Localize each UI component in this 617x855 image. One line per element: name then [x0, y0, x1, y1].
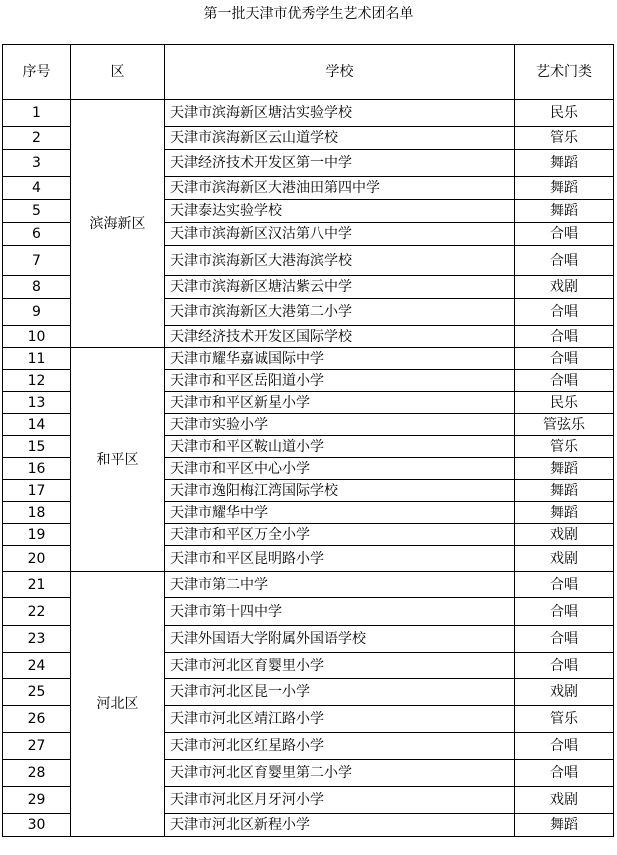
school-name: 天津市滨海新区汉沽第八中学 [165, 223, 515, 246]
row-index: 29 [3, 787, 71, 814]
row-index: 2 [3, 127, 71, 150]
school-name: 天津市滨海新区大港油田第四中学 [165, 177, 515, 200]
header-school: 学校 [165, 45, 515, 100]
school-name: 天津市河北区月牙河小学 [165, 787, 515, 814]
row-index: 11 [3, 348, 71, 370]
school-name: 天津经济技术开发区第一中学 [165, 150, 515, 177]
art-category: 管乐 [515, 436, 614, 458]
row-index: 27 [3, 733, 71, 760]
school-name: 天津市和平区昆明路小学 [165, 546, 515, 572]
row-index: 3 [3, 150, 71, 177]
row-index: 16 [3, 458, 71, 480]
school-name: 天津市滨海新区塘沽实验学校 [165, 100, 515, 127]
row-index: 8 [3, 276, 71, 299]
school-name: 天津市河北区靖江路小学 [165, 706, 515, 733]
art-category: 合唱 [515, 760, 614, 787]
header-district: 区 [71, 45, 165, 100]
art-category: 合唱 [515, 572, 614, 598]
school-name: 天津市和平区鞍山道小学 [165, 436, 515, 458]
row-index: 7 [3, 246, 71, 276]
header-row [3, 45, 614, 100]
district-cell: 和平区 [71, 348, 165, 572]
school-name: 天津市和平区岳阳道小学 [165, 370, 515, 392]
row-index: 24 [3, 653, 71, 679]
table-row [3, 572, 614, 598]
row-index: 25 [3, 679, 71, 706]
row-index: 10 [3, 326, 71, 348]
row-index: 5 [3, 200, 71, 223]
art-category: 舞蹈 [515, 502, 614, 524]
school-name: 天津市实验小学 [165, 414, 515, 436]
art-category: 舞蹈 [515, 177, 614, 200]
row-index: 14 [3, 414, 71, 436]
school-name: 天津市耀华嘉诚国际中学 [165, 348, 515, 370]
art-category: 合唱 [515, 733, 614, 760]
art-category: 合唱 [515, 626, 614, 653]
art-category: 戏剧 [515, 679, 614, 706]
school-name: 天津泰达实验学校 [165, 200, 515, 223]
art-category: 合唱 [515, 223, 614, 246]
row-index: 18 [3, 502, 71, 524]
school-name: 天津市河北区昆一小学 [165, 679, 515, 706]
school-name: 天津市耀华中学 [165, 502, 515, 524]
art-category: 戏剧 [515, 276, 614, 299]
art-category: 舞蹈 [515, 200, 614, 223]
row-index: 28 [3, 760, 71, 787]
art-category: 戏剧 [515, 787, 614, 814]
school-name: 天津市逸阳梅江湾国际学校 [165, 480, 515, 502]
art-category: 管乐 [515, 706, 614, 733]
district-cell: 滨海新区 [71, 100, 165, 348]
art-category: 合唱 [515, 326, 614, 348]
art-category: 合唱 [515, 598, 614, 626]
header-category: 艺术门类 [515, 45, 614, 100]
row-index: 30 [3, 814, 71, 837]
row-index: 19 [3, 524, 71, 546]
school-name: 天津市河北区新程小学 [165, 814, 515, 837]
row-index: 20 [3, 546, 71, 572]
row-index: 22 [3, 598, 71, 626]
art-category: 管乐 [515, 127, 614, 150]
art-category: 舞蹈 [515, 814, 614, 837]
art-category: 民乐 [515, 392, 614, 414]
school-name: 天津市河北区红星路小学 [165, 733, 515, 760]
art-category: 戏剧 [515, 546, 614, 572]
district-cell: 河北区 [71, 572, 165, 837]
art-category: 合唱 [515, 348, 614, 370]
row-index: 9 [3, 299, 71, 326]
school-name: 天津市第二中学 [165, 572, 515, 598]
row-index: 6 [3, 223, 71, 246]
row-index: 21 [3, 572, 71, 598]
school-name: 天津市滨海新区大港海滨学校 [165, 246, 515, 276]
roster-body [3, 100, 614, 837]
art-category: 合唱 [515, 299, 614, 326]
school-name: 天津市河北区育婴里小学 [165, 653, 515, 679]
school-name: 天津市滨海新区云山道学校 [165, 127, 515, 150]
art-category: 戏剧 [515, 524, 614, 546]
art-category: 合唱 [515, 246, 614, 276]
table-row [3, 348, 614, 370]
row-index: 1 [3, 100, 71, 127]
art-category: 舞蹈 [515, 480, 614, 502]
art-category: 管弦乐 [515, 414, 614, 436]
header-index: 序号 [3, 45, 71, 100]
school-roster-table [2, 44, 614, 837]
school-name: 天津市和平区中心小学 [165, 458, 515, 480]
table-row [3, 100, 614, 127]
row-index: 12 [3, 370, 71, 392]
row-index: 17 [3, 480, 71, 502]
row-index: 23 [3, 626, 71, 653]
school-name: 天津市第十四中学 [165, 598, 515, 626]
art-category: 合唱 [515, 370, 614, 392]
school-name: 天津市滨海新区塘沽紫云中学 [165, 276, 515, 299]
row-index: 15 [3, 436, 71, 458]
art-category: 舞蹈 [515, 458, 614, 480]
document-title: 第一批天津市优秀学生艺术团名单 [203, 6, 414, 22]
school-name: 天津市和平区新星小学 [165, 392, 515, 414]
art-category: 舞蹈 [515, 150, 614, 177]
school-name: 天津外国语大学附属外国语学校 [165, 626, 515, 653]
school-name: 天津市和平区万全小学 [165, 524, 515, 546]
row-index: 4 [3, 177, 71, 200]
school-name: 天津市河北区育婴里第二小学 [165, 760, 515, 787]
school-name: 天津市滨海新区大港第二小学 [165, 299, 515, 326]
art-category: 民乐 [515, 100, 614, 127]
art-category: 合唱 [515, 653, 614, 679]
school-name: 天津经济技术开发区国际学校 [165, 326, 515, 348]
row-index: 13 [3, 392, 71, 414]
row-index: 26 [3, 706, 71, 733]
